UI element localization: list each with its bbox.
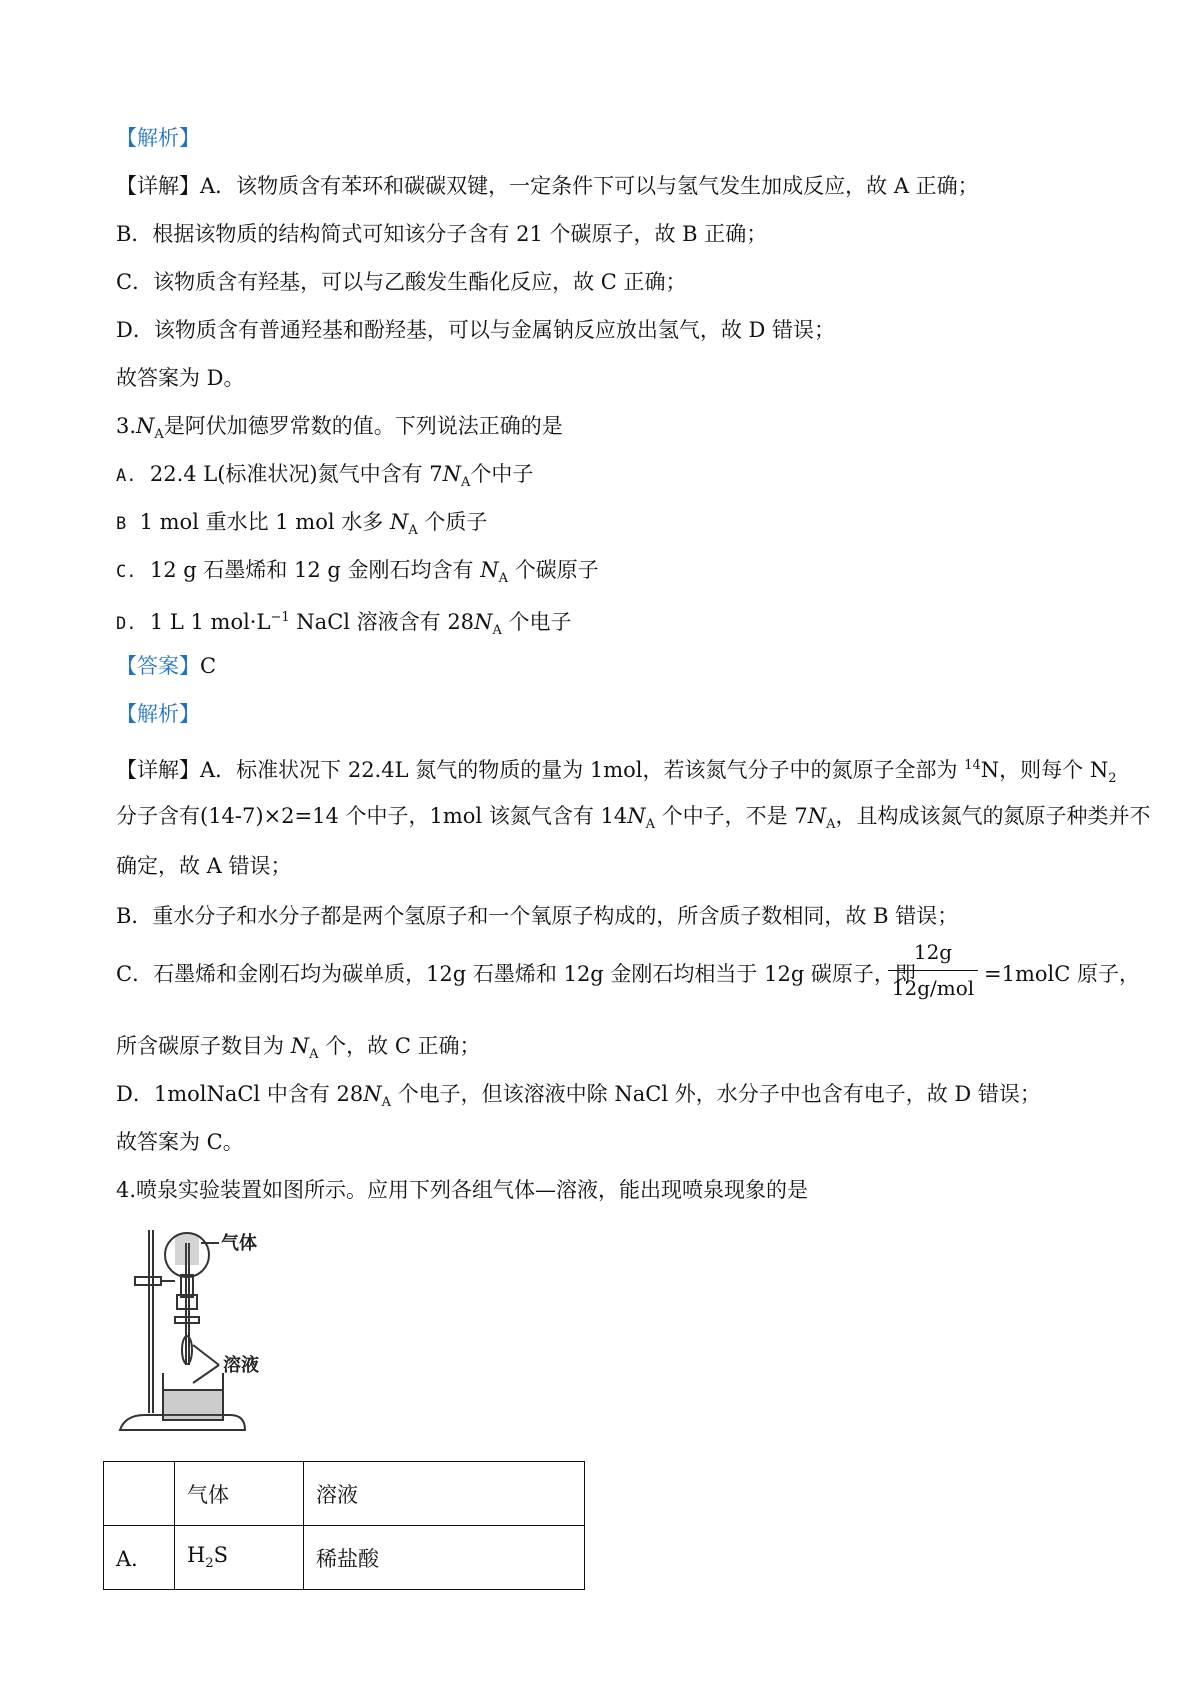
q3-option-c: C. 12 g 石墨烯和 12 g 金刚石均含有 $N_A$ 个碳原子 [116, 558, 599, 587]
q4-stem: 4.喷泉实验装置如图所示。应用下列各组气体—溶液，能出现喷泉现象的是 [116, 1178, 809, 1202]
gas-solution-table [103, 1461, 585, 1590]
q3-conclusion: 故答案为 C。 [116, 1130, 244, 1154]
table-row [104, 1526, 585, 1590]
q3-explanation-heading: 【解析】 [116, 702, 200, 726]
figure-label-solution: 溶液 [223, 1355, 259, 1376]
q3-option-a: A. 22.4 L(标准状况)氮气中含有 $7N_A$个中子 [116, 462, 534, 491]
q3-detail-c-tail: =1molC 原子， [984, 962, 1140, 986]
fountain-apparatus-figure [115, 1225, 315, 1445]
q2-detail-d: D．该物质含有普通羟基和酚羟基，可以与金属钠反应放出氢气，故 D 错误； [116, 318, 836, 342]
q3-option-b: B 1 mol 重水比 1 mol 水多 $N_A$ 个质子 [116, 510, 488, 539]
q3-detail-b: B．重水分子和水分子都是两个氢原子和一个氧原子构成的，所含质子数相同，故 B 错误； [116, 904, 959, 928]
table-header-cell [104, 1462, 175, 1526]
table-cell: $H_2S$ [175, 1526, 304, 1590]
answer-tag: 【答案】 [116, 654, 200, 678]
q3-detail-a-line2: 分子含有(14-7)×2=14 个中子，1mol 该氮气含有 $14N_A$ 个中子，不是 $7N_A$，且构成该氮气的氮原子种类并不 [116, 804, 1151, 833]
table-header-row [104, 1462, 585, 1526]
explanation-heading: 【解析】 [116, 126, 200, 150]
table-header-cell: 气体 [175, 1462, 304, 1526]
figure-label-gas: 气体 [221, 1233, 257, 1254]
q3-detail-c-line2: 所含碳原子数目为 $N_A$ 个，故 C 正确； [116, 1034, 481, 1063]
fraction-bar [888, 970, 978, 971]
q2-conclusion: 故答案为 D。 [116, 366, 245, 390]
q3-stem: $3.N_A$是阿伏加德罗常数的值。下列说法正确的是 [116, 414, 563, 443]
fraction-numerator: 12g [913, 940, 953, 964]
fraction [888, 940, 978, 1006]
table-cell: 稀盐酸 [304, 1526, 585, 1590]
detail-tag: 【详解】 [116, 174, 200, 198]
q3-detail-c-line1: C．石墨烯和金刚石均为碳单质，12g 石墨烯和 12g 金刚石均相当于 12g 碳原子，即 [116, 962, 916, 986]
table-cell: A． [104, 1526, 175, 1590]
q3-answer: 【答案】C [116, 654, 217, 678]
q2-detail-b: B．根据该物质的结构简式可知该分子含有 21 个碳原子，故 B 正确； [116, 222, 768, 246]
q3-detail-a-line1: 【详解】A．标准状况下 22.4L 氮气的物质的量为 1mol，若该氮气分子中的氮原子全部为 $^{14}$N，则每个 $N_2$ [116, 758, 1117, 787]
q3-option-d: D. 1 L 1 $mol\cdot L^{-1}$ NaCl 溶液含有 $28N_A$ 个电子 [116, 610, 572, 639]
q2-detail-a: 【详解】A．该物质含有苯环和碳碳双键，一定条件下可以与氢气发生加成反应，故 A 正确； [116, 174, 979, 198]
q3-detail-a-line3: 确定，故 A 错误； [116, 854, 292, 878]
table-header-cell: 溶液 [304, 1462, 585, 1526]
q3-detail-d: D．1molNaCl 中含有 $28N_A$ 个电子，但该溶液中除 NaCl 外，水分子中也含有电子，故 D 错误； [116, 1082, 1041, 1111]
q2-detail-c: C．该物质含有羟基，可以与乙酸发生酯化反应，故 C 正确； [116, 270, 687, 294]
fraction-denominator: 12g/mol [891, 976, 975, 1000]
